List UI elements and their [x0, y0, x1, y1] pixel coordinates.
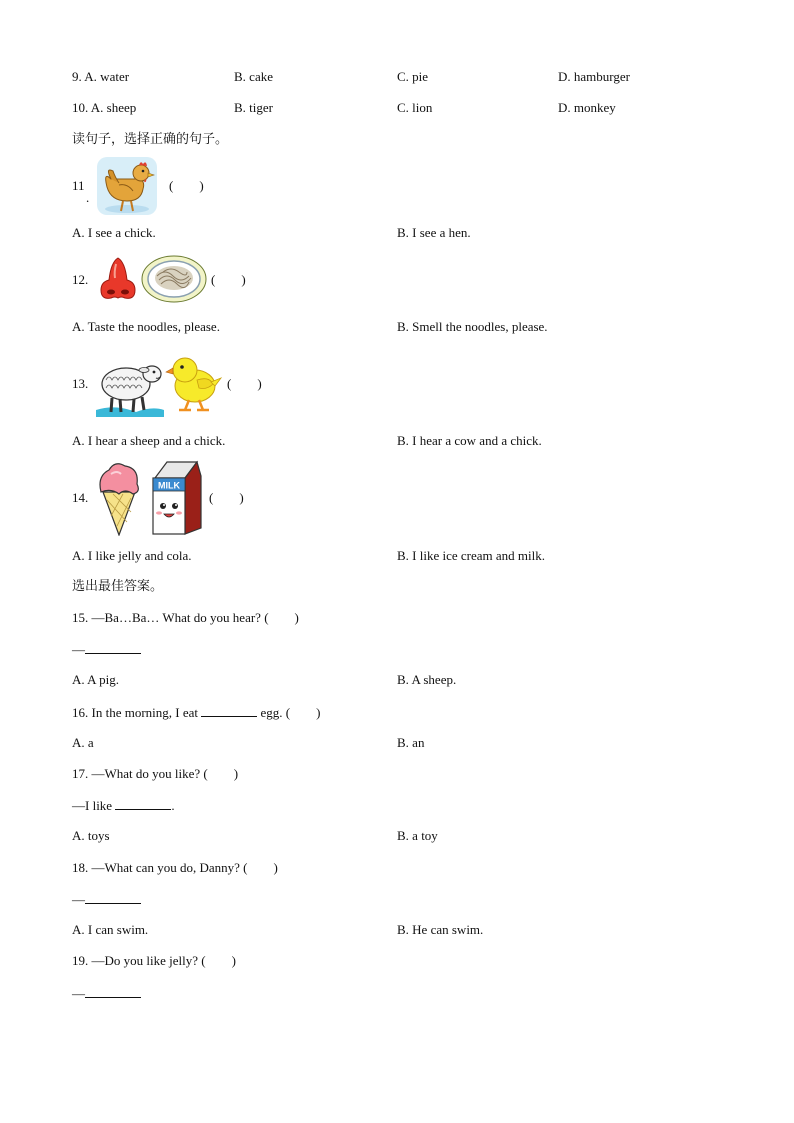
q19-dash: — — [72, 986, 85, 1001]
q10-row — [72, 100, 136, 116]
q10-option-a: A. sheep — [90, 100, 137, 115]
q17-answer-start: —I like — [72, 798, 113, 813]
q10-number: 10. — [72, 100, 89, 115]
q18-blank[interactable] — [85, 891, 141, 904]
hen-icon — [97, 157, 157, 215]
q16-option-a: A. a — [72, 735, 94, 750]
q13-answer-paren: ( ) — [227, 376, 262, 391]
section-heading-best: 选出最佳答案。 — [72, 579, 164, 594]
q17-answer-end: . — [171, 798, 175, 813]
q11-option-a: A. I see a chick. — [72, 225, 156, 240]
q17-blank[interactable] — [115, 797, 171, 810]
q11-number: 11 — [72, 178, 85, 193]
q16-option-b: B. an — [397, 735, 425, 750]
q17-prompt: 17. —What do you like? ( ) — [72, 766, 239, 781]
q18-prompt: 18. —What can you do, Danny? ( ) — [72, 860, 278, 875]
q12-answer-paren: ( ) — [211, 272, 246, 287]
q9-option-c: C. pie — [397, 69, 429, 84]
q18-option-b: B. He can swim. — [397, 922, 484, 937]
q10-option-d: D. monkey — [558, 100, 616, 115]
ice-cream-icon — [97, 458, 141, 536]
q15-answer-line — [72, 641, 141, 658]
q13-number: 13. — [72, 376, 89, 391]
q13-option-a: A. I hear a sheep and a chick. — [72, 433, 226, 448]
q18-dash: — — [72, 892, 85, 907]
sheep-icon — [96, 350, 164, 417]
q11-answer-paren: ( ) — [169, 178, 204, 193]
milk-carton-icon — [149, 460, 203, 536]
q15-option-a: A. A pig. — [72, 672, 119, 687]
q17-option-b: B. a toy — [397, 828, 438, 843]
q16-prompt-end: egg. ( ) — [260, 705, 321, 720]
section-heading-read: 读句子，选择正确的句子。 — [72, 132, 229, 147]
q9-option-a: A. water — [84, 69, 130, 84]
q11-option-b: B. I see a hen. — [397, 225, 471, 240]
q15-blank[interactable] — [85, 641, 141, 654]
q14-number: 14. — [72, 490, 89, 505]
chick-icon — [165, 352, 223, 414]
q9-number: 9. — [72, 69, 82, 84]
q13-option-b: B. I hear a cow and a chick. — [397, 433, 542, 448]
milk-label: MILK — [158, 480, 180, 491]
q9-option-d: D. hamburger — [558, 69, 630, 84]
q14-option-b: B. I like ice cream and milk. — [397, 548, 546, 563]
q17-answer-line — [72, 797, 175, 814]
q19-answer-line — [72, 985, 141, 1002]
noodles-icon — [141, 252, 207, 304]
q12-number: 12. — [72, 272, 89, 287]
q11-dot: . — [86, 190, 90, 205]
q12-option-b: B. Smell the noodles, please. — [397, 319, 548, 334]
q15-option-b: B. A sheep. — [397, 672, 457, 687]
q9-row — [72, 69, 129, 85]
q16-prompt — [72, 704, 320, 721]
q18-answer-line — [72, 891, 141, 908]
q9-option-b: B. cake — [234, 69, 273, 84]
q14-option-a: A. I like jelly and cola. — [72, 548, 192, 563]
q10-option-b: B. tiger — [234, 100, 273, 115]
q16-prompt-start: 16. In the morning, I eat — [72, 705, 198, 720]
q19-prompt: 19. —Do you like jelly? ( ) — [72, 953, 236, 968]
q19-blank[interactable] — [85, 985, 141, 998]
nose-icon — [97, 256, 139, 302]
q12-option-a: A. Taste the noodles, please. — [72, 319, 220, 334]
q17-option-a: A. toys — [72, 828, 110, 843]
q15-dash: — — [72, 642, 85, 657]
q14-answer-paren: ( ) — [209, 490, 244, 505]
q16-blank[interactable] — [201, 704, 257, 717]
q15-prompt: 15. —Ba…Ba… What do you hear? ( ) — [72, 610, 299, 625]
q10-option-c: C. lion — [397, 100, 433, 115]
q18-option-a: A. I can swim. — [72, 922, 149, 937]
